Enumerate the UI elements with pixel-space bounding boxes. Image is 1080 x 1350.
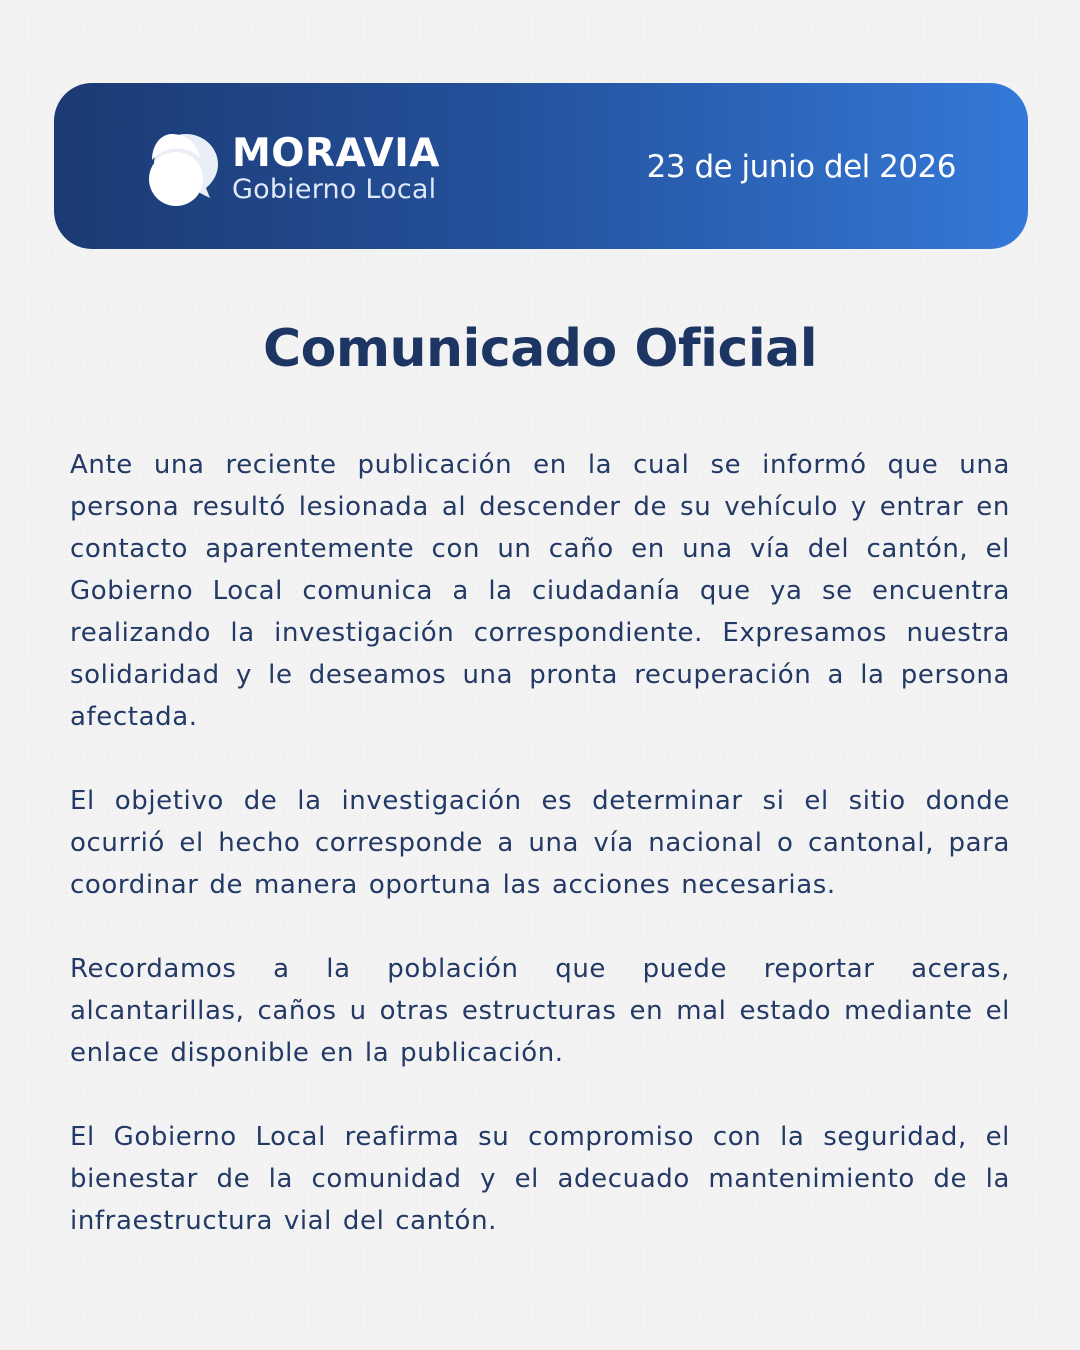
paragraph-4: El Gobierno Local reafirma su compromiso con la seguridad, el bienestar de la comunidad y el adecuado mantenimiento de la infraestructura vial del cantón. xyxy=(70,1122,1010,1236)
publication-date: 23 de junio del 2026 xyxy=(646,149,956,185)
paragraph-1: Ante una reciente publicación en la cual se informó que una persona resultó lesionada al descender de su vehículo y entrar en contacto aparentemente con un caño en una vía del cantón, el Gobierno Local comunica a la ciudadanía que ya se encuentra realizando la investigación correspondiente. Expresamos nuestra solidaridad y le deseamos una pronta recuperación a la persona afectada. xyxy=(70,450,1010,732)
brand-name: MORAVIA xyxy=(232,131,440,176)
paragraph-3: Recordamos a la población que puede reportar aceras, alcantarillas, caños u otras estructuras en mal estado mediante el enlace disponible en la publicación. xyxy=(70,954,1010,1068)
paragraph-2: El objetivo de la investigación es determinar si el sitio donde ocurrió el hecho corresponde a una vía nacional o cantonal, para coordinar de manera oportuna las acciones necesarias. xyxy=(70,786,1010,900)
brand-subtitle: Gobierno Local xyxy=(232,174,437,205)
header-banner xyxy=(54,83,1028,249)
page-title: Comunicado Oficial xyxy=(262,319,818,379)
speech-bubbles-icon xyxy=(146,128,220,210)
brand-block xyxy=(232,133,440,205)
statement-body xyxy=(70,444,1010,1284)
